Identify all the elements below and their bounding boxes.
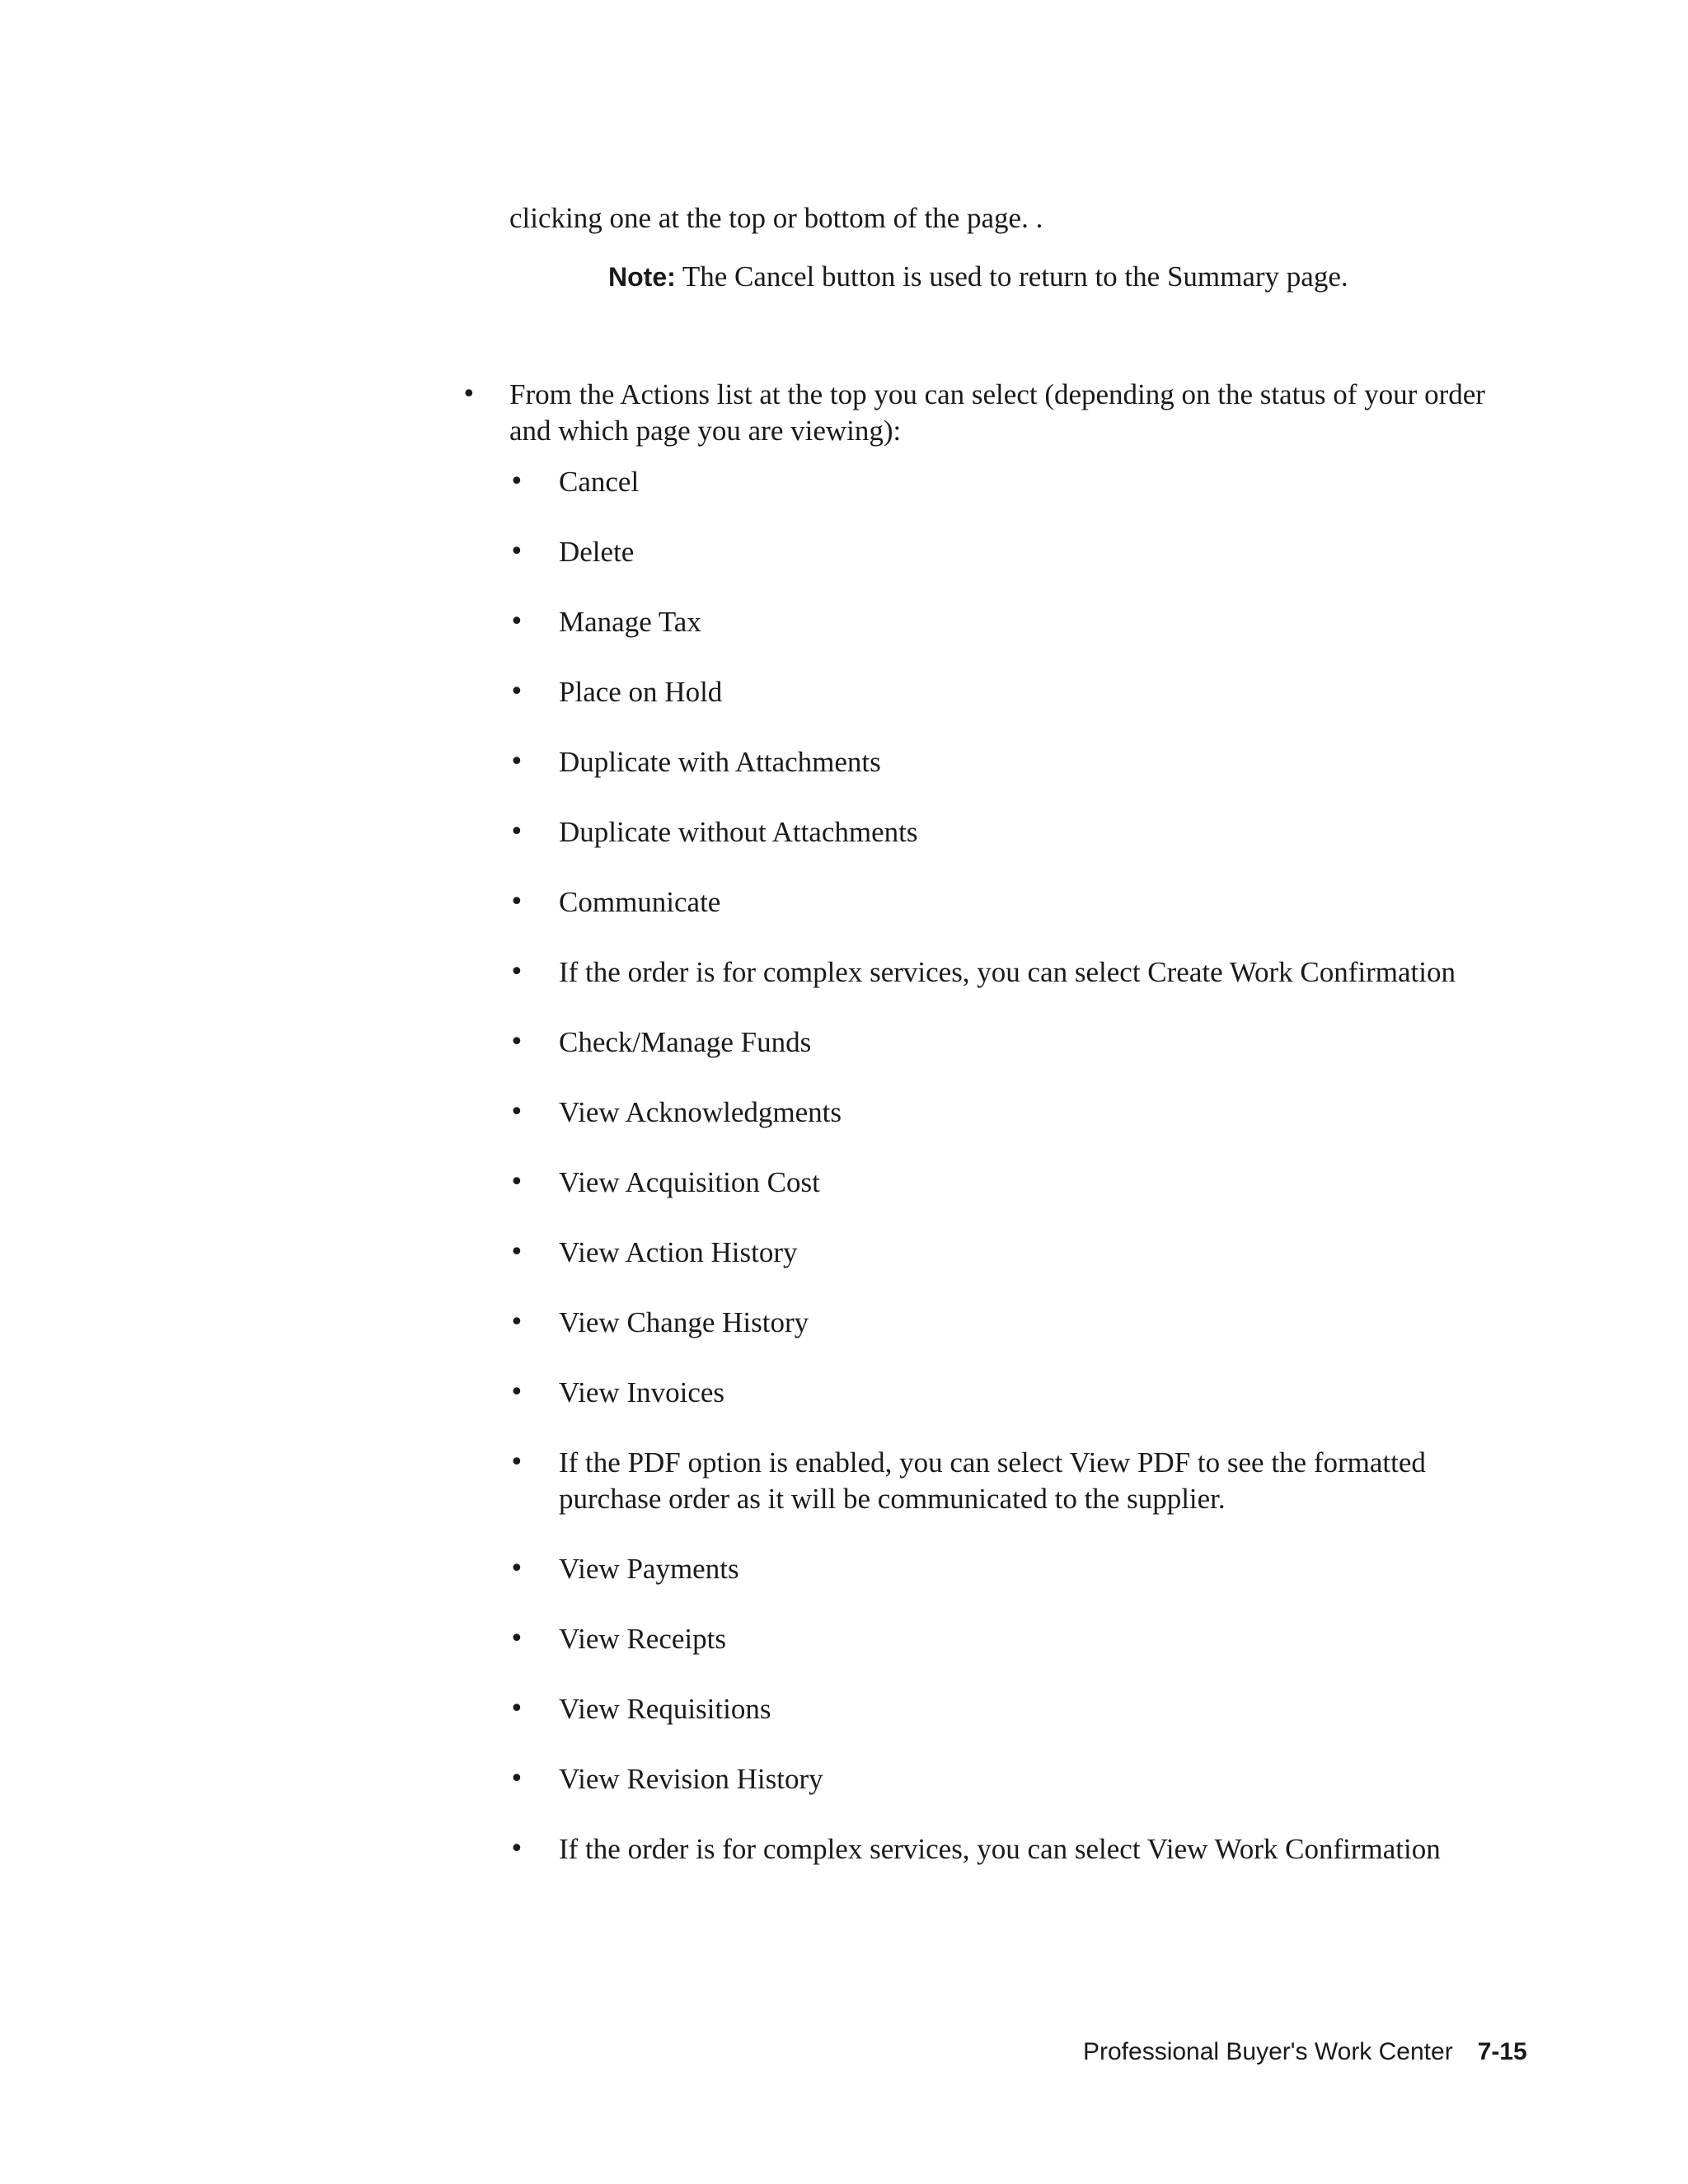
action-list-item bbox=[509, 674, 1531, 710]
action-label: If the order is for complex services, you can select View Work Confirmation bbox=[559, 1833, 1441, 1865]
bullet-icon: • bbox=[509, 748, 524, 776]
note-text: The Cancel button is used to return to the Summary page. bbox=[675, 260, 1348, 293]
bullet-icon: • bbox=[509, 958, 524, 987]
action-label: Manage Tax bbox=[559, 606, 701, 638]
continuation-paragraph: clicking one at the top or bottom of the page. . bbox=[509, 202, 1043, 234]
action-label: View Acquisition Cost bbox=[559, 1166, 820, 1198]
action-label: Communicate bbox=[559, 886, 721, 918]
action-label: View Revision History bbox=[559, 1763, 823, 1795]
action-list-item bbox=[509, 1094, 1531, 1131]
action-label: View Change History bbox=[559, 1306, 809, 1338]
bullet-icon: • bbox=[509, 1694, 524, 1723]
action-list-item bbox=[509, 954, 1531, 991]
action-label: View Invoices bbox=[559, 1376, 725, 1408]
action-list-item bbox=[509, 1551, 1531, 1587]
page-number: 7-15 bbox=[1477, 2038, 1527, 2065]
action-label: Duplicate without Attachments bbox=[559, 816, 918, 848]
action-list-item bbox=[509, 1831, 1531, 1868]
page-footer bbox=[1083, 2036, 1527, 2069]
action-list-item bbox=[509, 884, 1531, 921]
bullet-icon: • bbox=[509, 1168, 524, 1197]
action-list-item bbox=[509, 1375, 1531, 1411]
note-label: Note: bbox=[608, 262, 676, 292]
bullet-icon: • bbox=[462, 380, 476, 409]
action-label: Duplicate with Attachments bbox=[559, 746, 881, 778]
bullet-icon: • bbox=[509, 1624, 524, 1653]
action-list-item bbox=[509, 1235, 1531, 1271]
main-bullet-list bbox=[462, 377, 1533, 1901]
bullet-icon: • bbox=[509, 1554, 524, 1583]
footer-title: Professional Buyer's Work Center bbox=[1083, 2038, 1453, 2065]
action-label: Delete bbox=[559, 536, 635, 568]
action-list-item bbox=[509, 604, 1531, 640]
bullet-icon: • bbox=[509, 818, 524, 846]
bullet-icon: • bbox=[509, 1308, 524, 1337]
action-label: If the PDF option is enabled, you can select View PDF to see the formatted purchase order as it will be communicated to the supplier. bbox=[559, 1446, 1426, 1515]
bullet-icon: • bbox=[509, 1238, 524, 1267]
action-label: View Acknowledgments bbox=[559, 1096, 842, 1128]
action-list-item bbox=[509, 1305, 1531, 1341]
action-list-item bbox=[509, 1024, 1531, 1061]
action-label: Cancel bbox=[559, 466, 640, 498]
action-list-item bbox=[509, 814, 1531, 851]
bullet-icon: • bbox=[509, 1378, 524, 1407]
bullet-icon: • bbox=[509, 607, 524, 636]
bullet-icon: • bbox=[509, 1028, 524, 1057]
bullet-icon: • bbox=[509, 888, 524, 916]
action-label: View Requisitions bbox=[559, 1693, 771, 1725]
action-label: Place on Hold bbox=[559, 676, 723, 708]
action-list-item bbox=[509, 464, 1531, 500]
action-list-item bbox=[509, 1165, 1531, 1201]
bullet-icon: • bbox=[509, 1448, 524, 1477]
action-list-item bbox=[509, 1761, 1531, 1797]
action-label: View Payments bbox=[559, 1553, 739, 1585]
action-list-item bbox=[509, 534, 1531, 570]
action-list-item bbox=[509, 1621, 1531, 1657]
note bbox=[608, 259, 1348, 295]
bullet-icon: • bbox=[509, 677, 524, 706]
actions-intro-text: From the Actions list at the top you can select (depending on the status of your order and which page you are viewing): bbox=[509, 378, 1485, 447]
bullet-icon: • bbox=[509, 537, 524, 566]
action-list-item bbox=[509, 1691, 1531, 1727]
action-label: View Action History bbox=[559, 1236, 798, 1268]
bullet-icon: • bbox=[509, 1765, 524, 1793]
action-list-item bbox=[509, 1445, 1531, 1517]
action-list-item bbox=[509, 744, 1531, 780]
action-label: If the order is for complex services, you can select Create Work Confirmation bbox=[559, 956, 1456, 988]
bullet-icon: • bbox=[509, 1835, 524, 1863]
actions-sub-list bbox=[509, 464, 1531, 1868]
actions-list-item bbox=[462, 377, 1533, 1868]
action-label: Check/Manage Funds bbox=[559, 1026, 812, 1058]
action-label: View Receipts bbox=[559, 1623, 726, 1655]
bullet-icon: • bbox=[509, 1098, 524, 1127]
bullet-icon: • bbox=[509, 467, 524, 496]
